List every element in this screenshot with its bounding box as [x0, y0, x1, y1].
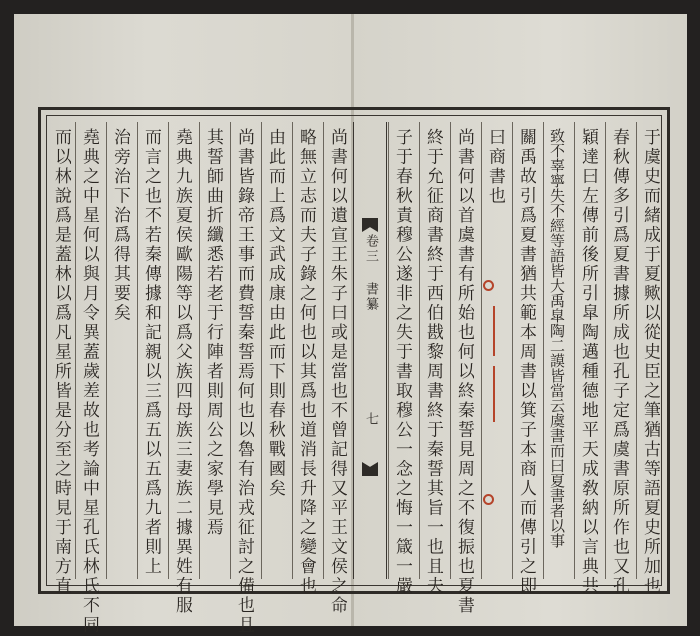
frame-inner-border: [46, 115, 662, 635]
text-column: 于虞史而緒成于夏歟以從史臣之筆猶古等語夏史所加也: [640, 128, 660, 596]
column-rule: [75, 122, 76, 579]
text-column: 尚書何以遺宣王朱子曰或是當也不曾記得又平王文侯之命: [327, 128, 347, 616]
page-number: 七: [363, 412, 378, 427]
text-column: 尚書皆錄帝王事而費誓秦誓焉何也以魯有治戎征討之備也且: [234, 128, 254, 635]
text-column: 其誓師曲折纖悉若老于行陣者則周公之家學見焉: [203, 128, 223, 538]
text-column: 關禹故引爲夏書猶共範本周書以箕子本商人而傳引之即: [516, 128, 536, 596]
column-rule: [481, 122, 482, 579]
text-column: 終于允征商書終于西伯戡黎周書終于秦誓其旨一也且夫: [423, 128, 443, 596]
column-rule: [605, 122, 606, 579]
column-rule: [419, 122, 420, 579]
red-annotation-circle-icon: [483, 280, 494, 291]
text-column: 致不辜寧失不經等語皆大禹皐陶二謨皆當云虞書而曰夏書者以事: [548, 128, 566, 548]
column-rule: [230, 122, 231, 579]
center-band: [353, 122, 387, 579]
column-rule: [292, 122, 293, 579]
printed-frame: [38, 107, 670, 635]
column-rule: [543, 122, 544, 579]
red-annotation-circle-icon: [483, 494, 494, 505]
text-column: 堯典之中星何以與月令異蓋歲差故也考論中星孔氏林氏不同: [79, 128, 99, 635]
column-rule: [388, 122, 389, 579]
text-column: 由此而上爲文武成康由此而下則春秋戰國矣: [265, 128, 285, 499]
column-rule: [261, 122, 262, 579]
section-label: 書纂: [363, 282, 378, 312]
volume-label: 卷三: [363, 234, 378, 264]
column-rule: [106, 122, 107, 579]
column-rule: [636, 122, 637, 579]
column-rule: [574, 122, 575, 579]
column-rule: [168, 122, 169, 579]
column-rule: [323, 122, 324, 579]
book-leaf: [14, 14, 687, 635]
text-column: 而以林說爲是蓋林以爲凡星所皆是分至之時見于南方直: [51, 128, 71, 596]
column-rule: [137, 122, 138, 579]
text-column: 治旁治下治爲得其要矣: [110, 128, 130, 323]
column-rule: [450, 122, 451, 579]
text-column: 而言之也不若秦傳據和記親以三爲五以五爲九者則上: [141, 128, 161, 577]
red-annotation-line-icon: [493, 306, 495, 356]
text-column: 春秋傳多引爲夏書據所成也孔子定爲虞書原所作也又孔: [609, 128, 629, 596]
text-column: 穎達曰左傳前後所引皐陶邁種德地平天成敎納以言典共: [578, 128, 598, 596]
red-annotation-line-icon: [493, 366, 495, 422]
text-column: 略無立志而夫子錄之何也以其爲也道消長升降之變會也: [296, 128, 316, 596]
text-column: 堯典九族夏侯歐陽等以爲父族四母族三妻族二據異姓有服: [172, 128, 192, 616]
text-column: 曰商書也: [485, 128, 505, 206]
fishtail-lower-icon: [362, 462, 378, 476]
text-column: 子于春秋責穆公遂非之失于書取穆公一念之悔一箴一嚴: [392, 128, 412, 596]
text-column: 尚書何以首虞書有所始也何以終秦誓見周之不復振也夏書: [454, 128, 474, 616]
column-rule: [512, 122, 513, 579]
fishtail-upper-icon: [362, 218, 378, 232]
column-rule: [199, 122, 200, 579]
